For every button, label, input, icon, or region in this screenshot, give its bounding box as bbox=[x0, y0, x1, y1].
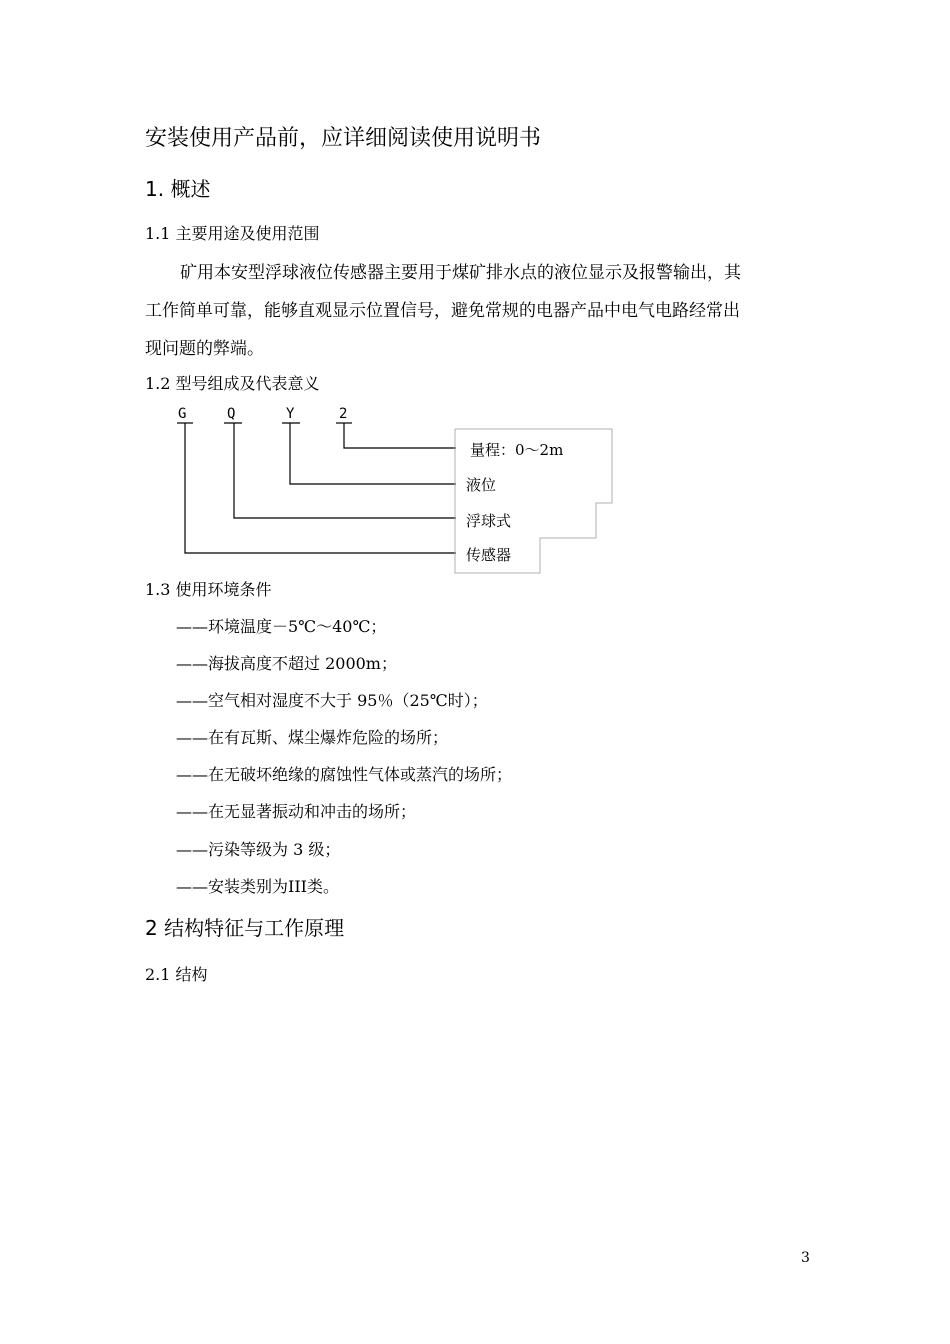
condition-item: ——空气相对湿度不大于 95％（25℃时）； bbox=[176, 691, 488, 710]
meaning-range: 量程：0～2m bbox=[470, 441, 564, 459]
condition-item: ——在无破坏绝缘的腐蚀性气体或蒸汽的场所； bbox=[176, 765, 513, 784]
condition-item: ——安装类别为III类。 bbox=[176, 877, 339, 896]
page-number: 3 bbox=[801, 1250, 810, 1266]
connector-level bbox=[290, 423, 456, 484]
condition-item: ——环境温度－5℃～40℃； bbox=[176, 617, 387, 636]
code-digit-2: 2 bbox=[339, 406, 348, 422]
subsection-1-3: 1.3 使用环境条件 bbox=[145, 580, 272, 599]
paragraph-line-2: 工作简单可靠，能够直观显示位置信号，避免常规的电器产品中电气电路经常出 bbox=[145, 301, 740, 321]
meaning-liquid-level: 液位 bbox=[466, 476, 497, 494]
subsection-2-1: 2.1 结构 bbox=[145, 965, 208, 984]
paragraph-line-3: 现问题的弊端。 bbox=[145, 339, 264, 359]
meaning-sensor: 传感器 bbox=[466, 546, 512, 564]
connector-range bbox=[344, 423, 456, 448]
condition-item: ——污染等级为 3 级； bbox=[176, 840, 341, 859]
section-2-heading: 2 结构特征与工作原理 bbox=[145, 916, 345, 940]
subsection-1-2: 1.2 型号组成及代表意义 bbox=[145, 374, 320, 393]
code-letter-q: Q bbox=[227, 406, 236, 422]
paragraph-line-1: 矿用本安型浮球液位传感器主要用于煤矿排水点的液位显示及报警输出，其 bbox=[180, 263, 741, 283]
condition-item: ——海拔高度不超过 2000m； bbox=[176, 654, 397, 673]
connector-sensor bbox=[185, 423, 456, 553]
condition-item: ——在无显著振动和冲击的场所； bbox=[176, 802, 417, 821]
connector-float bbox=[234, 423, 456, 518]
intro-notice: 安装使用产品前，应详细阅读使用说明书 bbox=[145, 126, 542, 151]
condition-item: ——在有瓦斯、煤尘爆炸危险的场所； bbox=[176, 728, 449, 747]
code-letter-g: G bbox=[178, 406, 187, 422]
meaning-float-type: 浮球式 bbox=[466, 512, 512, 530]
subsection-1-1: 1.1 主要用途及使用范围 bbox=[145, 224, 320, 243]
section-1-heading: 1. 概述 bbox=[145, 177, 211, 201]
code-letter-y: Y bbox=[286, 406, 295, 422]
